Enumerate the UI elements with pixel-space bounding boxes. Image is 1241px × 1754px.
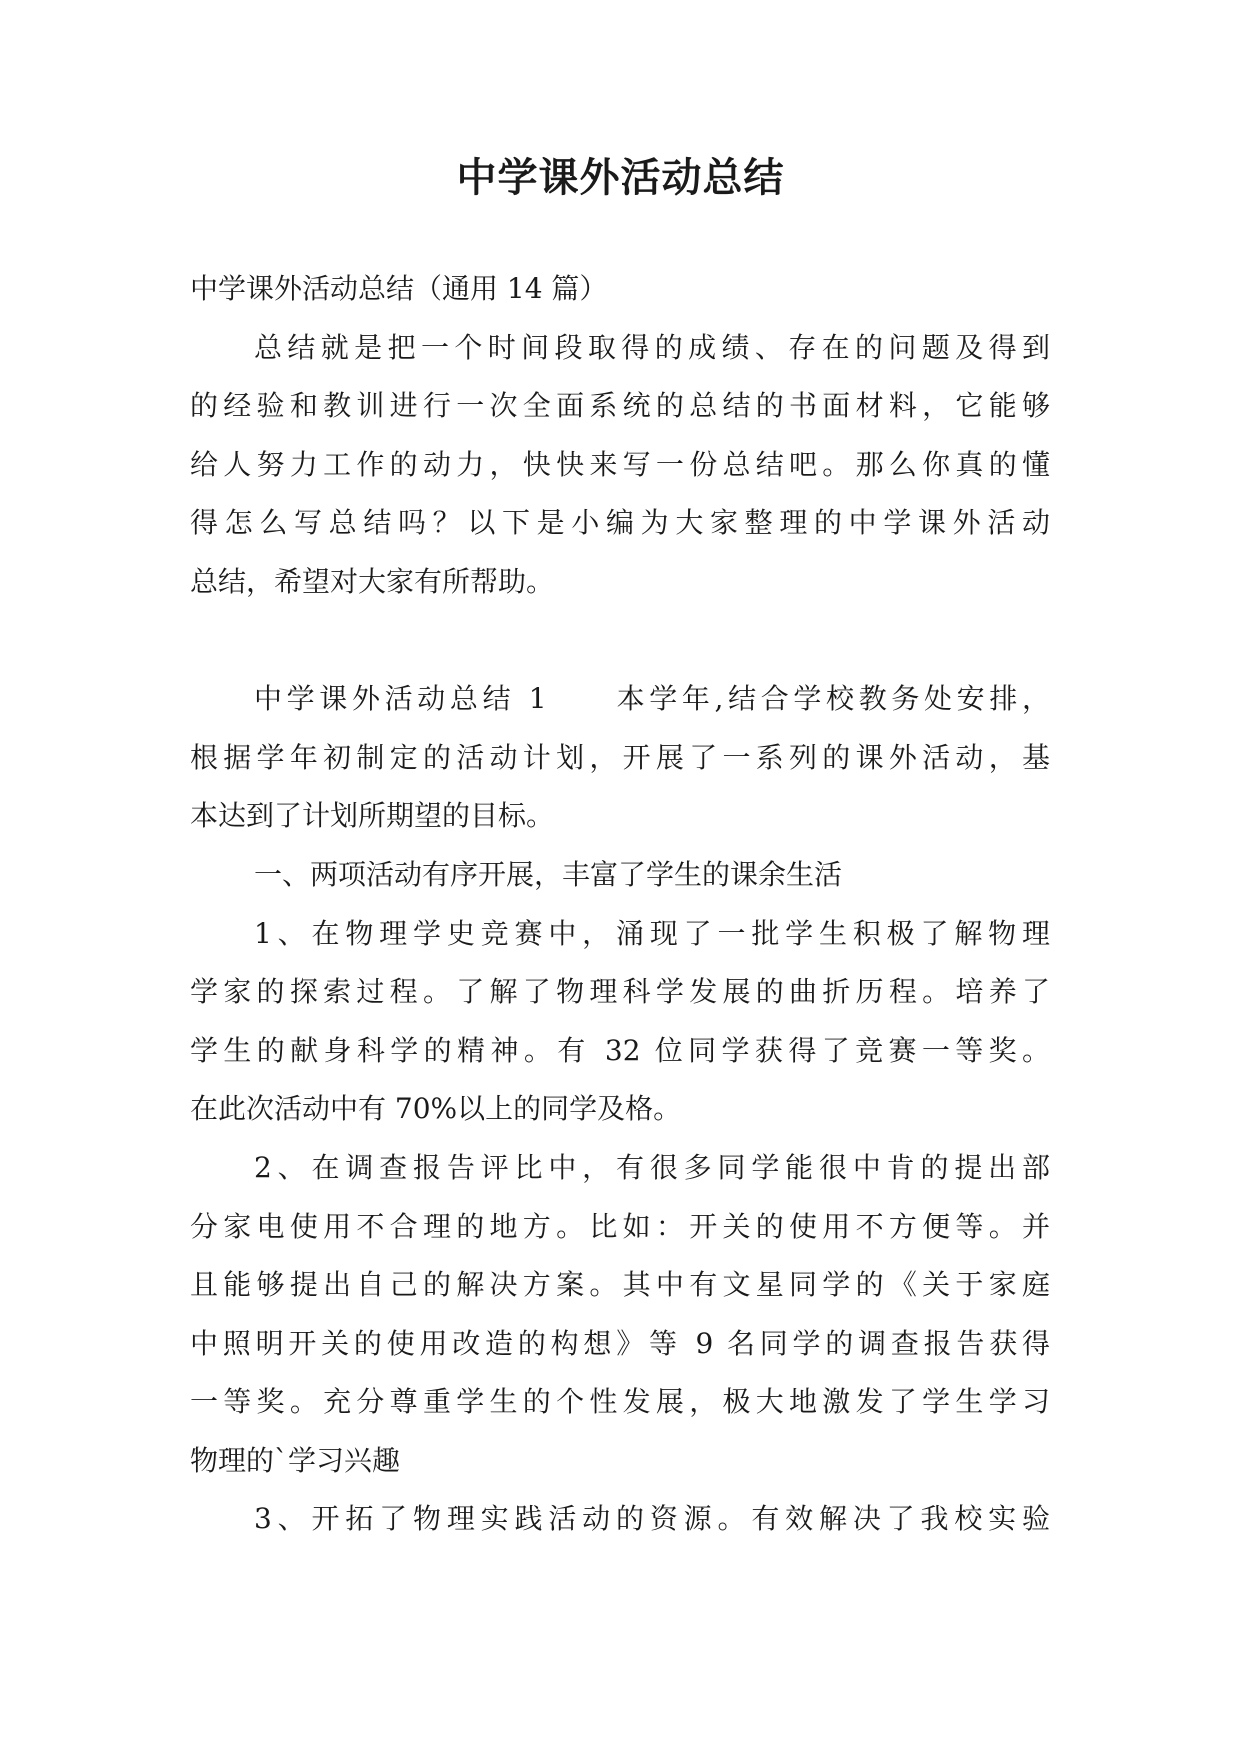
- item-2-line: 且能够提出自己的解决方案。其中有文星同学的《关于家庭: [190, 1268, 1050, 1302]
- section-1-line: 根据学年初制定的活动计划，开展了一系列的课外活动，基: [190, 740, 1050, 774]
- item-2-line: 2、在调查报告评比中，有很多同学能很中肯的提出部: [254, 1150, 1050, 1184]
- item-2-line: 物理的`学习兴趣: [190, 1443, 401, 1477]
- intro-line: 的经验和教训进行一次全面系统的总结的书面材料，它能够: [190, 389, 1050, 423]
- item-1-line: 1、在物理学史竞赛中，涌现了一批学生积极了解物理: [254, 916, 1050, 950]
- heading-line: 一、两项活动有序开展，丰富了学生的课余生活: [254, 857, 843, 891]
- item-1-line: 学家的探索过程。了解了物理科学发展的曲折历程。培养了: [190, 975, 1050, 1009]
- document-title: 中学课外活动总结: [456, 155, 785, 201]
- paragraph-gap: [190, 612, 1050, 671]
- section-1-line: 本达到了计划所期望的目标。: [190, 799, 555, 833]
- item-2-line: 中照明开关的使用改造的构想》等 9 名同学的调查报告获得: [190, 1326, 1050, 1360]
- intro-line: 给人努力工作的动力，快快来写一份总结吧。那么你真的懂: [190, 447, 1050, 481]
- item-1-line: 学生的献身科学的精神。有 32 位同学获得了竞赛一等奖。: [190, 1033, 1050, 1067]
- item-3-line: 3、开拓了物理实践活动的资源。有效解决了我校实验: [254, 1502, 1050, 1536]
- item-2-line: 分家电使用不合理的地方。比如：开关的使用不方便等。并: [190, 1209, 1050, 1243]
- intro-line: 总结，希望对大家有所帮助。: [190, 564, 555, 598]
- subtitle-line: 中学课外活动总结（通用 14 篇）: [190, 272, 608, 305]
- item-2-line: 一等奖。充分尊重学生的个性发展，极大地激发了学生学习: [190, 1385, 1050, 1419]
- document-body: [190, 260, 1050, 1549]
- intro-line: 得怎么写总结吗？以下是小编为大家整理的中学课外活动: [190, 506, 1050, 540]
- item-1-line: 在此次活动中有 70%以上的同学及格。: [190, 1092, 682, 1126]
- section-1-line: 中学课外活动总结 1 本学年,结合学校教务处安排，: [254, 682, 1050, 716]
- intro-line: 总结就是把一个时间段取得的成绩、存在的问题及得到: [254, 330, 1050, 364]
